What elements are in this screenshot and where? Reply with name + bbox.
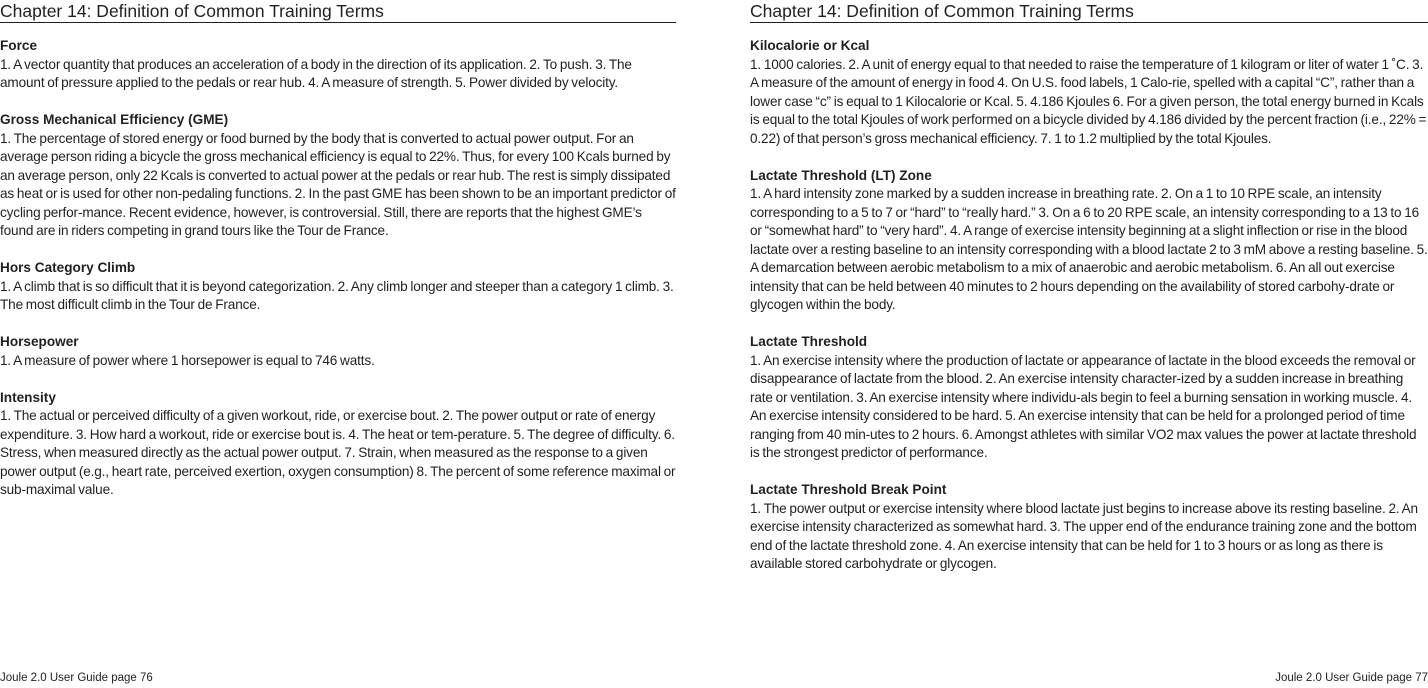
right-page-content [750, 23, 1428, 574]
right-page-footer: Joule 2.0 User Guide page 77 [1275, 672, 1428, 684]
term-entry-hors-category-climb [0, 259, 676, 315]
term-title: Hors Category Climb [0, 260, 136, 275]
term-definition: 1. 1000 calories. 2. A unit of energy equal to that needed to raise the temperature of 1 kilogram or liter of water 1 ˚C. 3. A measure of the amount of energy in food 4. On U.S. food labels, 1 Calo-rie, spelled with a capital “C”, rather than a lower case “c” is equal to 1 Kilocalorie or Kcal. 5. 4.186 Kjoules 6. For a given person, the total energy burned in Kcals is equal to the total Kjoules of work performed on a bicycle divided by 4.186 divided by the percent fraction (i.e., 22% = 0.22) of that person’s gross mechanical efficiency. 7. 1 to 1.2 multiplied by the total Kjoules. [750, 56, 1427, 146]
term-entry-intensity [0, 389, 676, 500]
term-entry-lt-break-point [750, 481, 1428, 574]
term-title: Intensity [0, 389, 56, 405]
term-entry-kilocalorie [750, 37, 1428, 148]
term-entry-gme [0, 111, 676, 241]
left-page-footer: Joule 2.0 User Guide page 76 [0, 672, 153, 684]
term-title: Lactate Threshold (LT) Zone [750, 167, 932, 183]
term-entry-lactate-threshold [750, 333, 1428, 463]
term-title: Gross Mechanical Efficiency (GME) [0, 112, 229, 127]
term-definition: 1. A measure of power where 1 horsepower is equal to 746 watts. [0, 352, 375, 368]
term-title: Kilocalorie or Kcal [750, 38, 870, 53]
term-definition: 1. A hard intensity zone marked by a sudden increase in breathing rate. 2. On a 1 to 10 RPE scale, an intensity corresponding to a 5 to 7 or “hard” to “really hard.” 3. On a 6 to 20 RPE scale, an intensity corresponding to a 13 to 16 or “somewhat hard” to “very hard”. 4. A range of exercise intensity beginning at a slight inflection or rise in the blood lactate over a resting baseline to an intensity corresponding with a blood lactate 2 to 3 mM above a resting baseline. 5. A demarcation between aerobic metabolism to a mix of anaerobic and aerobic metabolism. 6. An all out exercise intensity that can be held between 40 minutes to 2 hours depending on the availability of stored carbohy-drate or glycogen within the body. [750, 186, 1428, 312]
term-definition: 1. A climb that is so difficult that it is beyond categorization. 2. Any climb longer and steeper than a category 1 climb. 3. The most difficult climb in the Tour de France. [0, 278, 674, 312]
left-page-content [0, 23, 676, 500]
term-entry-horsepower [0, 333, 676, 370]
term-entry-force [0, 37, 676, 93]
term-definition: 1. The actual or perceived difficulty of a given workout, ride, or exercise bout. 2. The power output or rate of energy expenditure. 3. How hard a workout, ride or exercise bout is. 4. The heat or tem-perature. 5. The degree of difficulty. 6. Stress, when measured directly as the actual power output. 7. Strain, when measured as the response to a given power output (e.g., heart rate, perceived exertion, oxygen consumption) 8. The percent of some reference maximal or sub-maximal value. [0, 408, 676, 497]
term-definition: 1. The percentage of stored energy or food burned by the body that is converted to actual power output. For an average person riding a bicycle the gross mechanical efficiency is equal to 22%. Thus, for every 100 Kcals burned by an average person, only 22 Kcals is converted to actual power at the pedals or rear hub. The rest is simply dissipated as heat or is used for other non-pedaling functions. 2. In the past GME has been shown to be an important predictor of cycling perfor-mance. Recent evidence, however, is controversial. Still, there are reports that the highest GME’s found are in riders competing in grand tours like the Tour de France. [0, 130, 676, 238]
term-definition: 1. A vector quantity that produces an acceleration of a body in the direction of its application. 2. To push. 3. The amount of pressure applied to the pedals or rear hub. 4. A measure of strength. 5. Power divided by velocity. [0, 56, 632, 90]
term-title: Force [0, 38, 38, 53]
right-page [750, 0, 1428, 688]
term-title: Horsepower [0, 334, 79, 349]
right-page-header: Chapter 14: Definition of Common Training Terms [750, 0, 1428, 23]
term-definition: 1. The power output or exercise intensity where blood lactate just begins to increase above its resting baseline. 2. An exercise intensity characterized as somewhat hard. 3. The upper end of the endurance training zone and the bottom end of the lactate threshold zone. 4. An exercise intensity that can be held for 1 to 3 hours or as long as there is available stored carbohydrate or glycogen. [750, 500, 1418, 571]
left-page-header: Chapter 14: Definition of Common Training Terms [0, 0, 676, 23]
term-definition: 1. An exercise intensity where the production of lactate or appearance of lactate in the blood exceeds the removal or disappearance of lactate from the blood. 2. An exercise intensity character-ized by a sudden increase in breathing rate or ventilation. 3. An exercise intensity where individu-als begin to feel a burning sensation in working muscle. 4. An exercise intensity considered to be hard. 5. An exercise intensity that can be held for a prolonged period of time ranging from 40 min-utes to 2 hours. 6. Amongst athletes with similar VO2 max values the power at lactate threshold is the strongest predictor of performance. [750, 352, 1417, 460]
term-title: Lactate Threshold Break Point [750, 482, 947, 497]
term-entry-lt-zone [750, 167, 1428, 315]
term-title: Lactate Threshold [750, 334, 868, 349]
left-page [0, 0, 676, 688]
